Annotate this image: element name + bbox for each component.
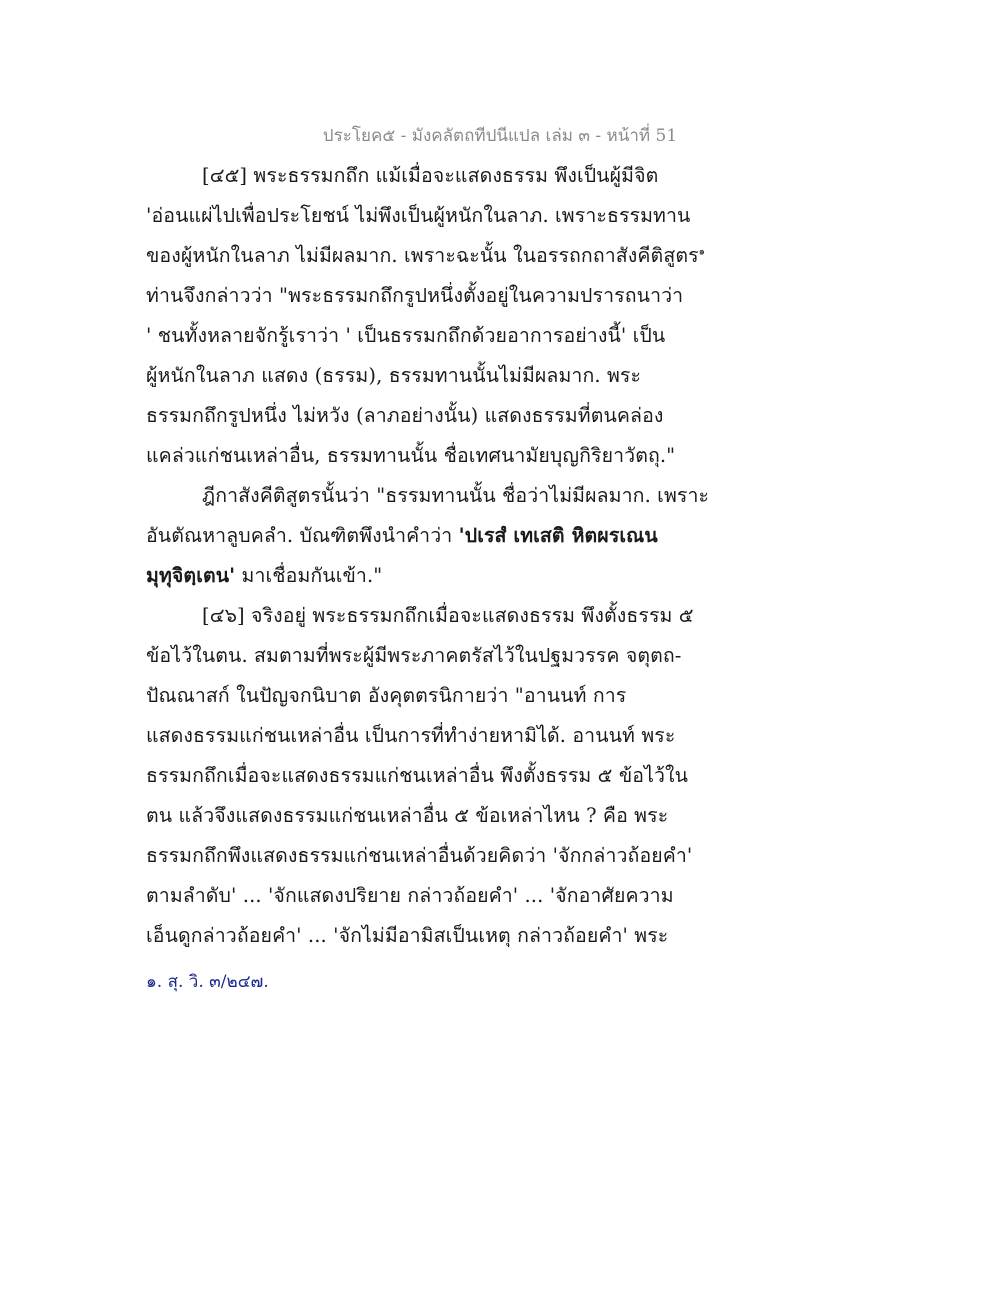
pali-quote: 'ปเรสํ เทเสติ หิตผรเณน (458, 524, 658, 547)
text-line: ตน แล้วจึงแสดงธรรมแก่ชนเหล่าอื่น ๕ ข้อเหล่าไหน ? คือ พระ (146, 804, 669, 827)
pali-quote: มุทุจิตฺเตน' (146, 564, 236, 587)
text-line: [๔๖] จริงอยู่ พระธรรมกถึกเมื่อจะแสดงธรรม พึงตั้งธรรม ๕ (202, 604, 694, 627)
text-line: ข้อไว้ในตน. สมตามที่พระผู้มีพระภาคตรัสไว้ในปฐมวรรค จตุตถ- (146, 644, 682, 667)
text-line: ปัณณาสก์ ในปัญจกนิบาต อังคุตตรนิกายว่า "อานนท์ การ (146, 684, 627, 707)
text-line: แสดงธรรมแก่ชนเหล่าอื่น เป็นการที่ทำง่ายหามิได้. อานนท์ พระ (146, 724, 676, 747)
footnote-reference: ๑ (698, 246, 706, 258)
footnote: ๑. สุ. วิ. ๓/๒๔๗. (146, 972, 269, 992)
page-header: ประโยค๕ - มังคลัตถทีปนีแปล เล่ม ๓ - หน้าที่ 51 (322, 126, 678, 146)
text-line: ฎีกาสังคีติสูตรนั้นว่า "ธรรมทานนั้น ชื่อว่าไม่มีผลมาก. เพราะ (202, 484, 710, 507)
text-line: แคล่วแก่ชนเหล่าอื่น, ธรรมทานนั้น ชื่อเทศนามัยบุญกิริยาวัตถุ." (146, 444, 676, 467)
text-line: 'อ่อนแผ่ไปเพื่อประโยชน์ ไม่พึงเป็นผู้หนักในลาภ. เพราะธรรมทาน (146, 204, 691, 227)
text-line: ธรรมกถึกพึงแสดงธรรมแก่ชนเหล่าอื่นด้วยคิดว่า 'จักกล่าวถ้อยคำ' (146, 844, 693, 867)
text-line: ' ชนทั้งหลายจักรู้เราว่า ' เป็นธรรมกถึกด้วยอาการอย่างนี้' เป็น (146, 324, 666, 347)
text-span: มาเชื่อมกันเข้า." (235, 564, 383, 587)
text-span: อันตัณหาลูบคลำ. บัณฑิตพึงนำคำว่า (146, 524, 453, 547)
text-line: ธรรมกถึกเมื่อจะแสดงธรรมแก่ชนเหล่าอื่น พึงตั้งธรรม ๕ ข้อไว้ใน (146, 764, 689, 787)
text-line: ธรรมกถึกรูปหนึ่ง ไม่หวัง (ลาภอย่างนั้น) แสดงธรรมที่ตนคล่อง (146, 404, 664, 427)
text-line: ท่านจึงกล่าวว่า "พระธรรมกถึกรูปหนึ่งตั้งอยู่ในความปรารถนาว่า (146, 284, 684, 307)
text-line: [๔๕] พระธรรมกถึก แม้เมื่อจะแสดงธรรม พึงเป็นผู้มีจิต (202, 164, 659, 187)
text-span: ของผู้หนักในลาภ ไม่มีผลมาก. เพราะฉะนั้น ในอรรถกถาสังคีติสูตร (146, 244, 699, 267)
text-line: ผู้หนักในลาภ แสดง (ธรรม), ธรรมทานนั้นไม่มีผลมาก. พระ (146, 364, 642, 387)
text-line: ตามลำดับ' ... 'จักแสดงปริยาย กล่าวถ้อยคำ' ... 'จักอาศัยความ (146, 884, 674, 907)
text-line (146, 560, 382, 591)
text-line (146, 240, 705, 271)
text-line (146, 520, 658, 551)
text-line: เอ็นดูกล่าวถ้อยคำ' ... 'จักไม่มีอามิสเป็นเหตุ กล่าวถ้อยคำ' พระ (146, 924, 669, 947)
